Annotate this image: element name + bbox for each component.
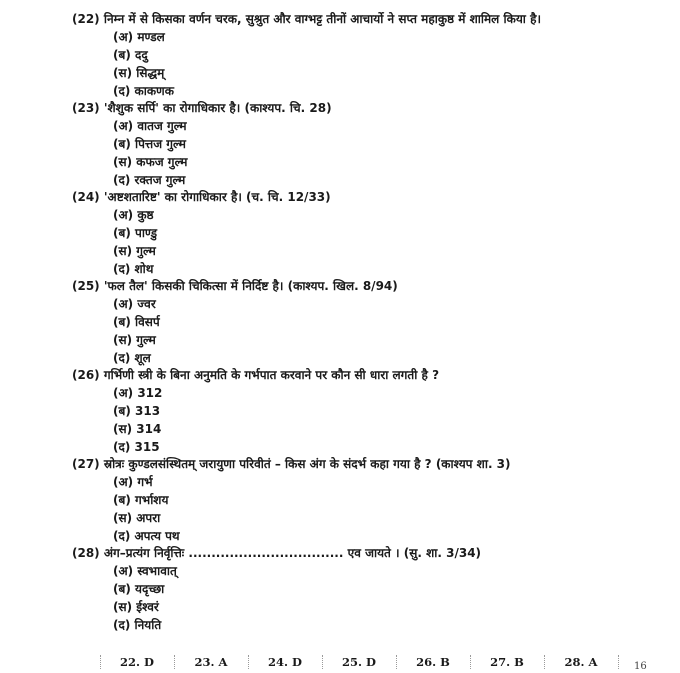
question-23-option-2: (ब) पित्तज गुल्म [113,137,186,151]
question-27: (27) स्रोत्रः कुण्डलसंस्थितम् जरायुणा परिवीतं – किस अंग के संदर्भ कहा गया है ? (काश्यप शा. 3) [72,457,511,471]
answer-key-divider [396,655,397,669]
question-22-option-2: (ब) ददु [113,48,148,62]
answer-key-divider [100,655,101,669]
question-28-option-2: (ब) यदृच्छा [113,582,165,596]
answer-key-item: 28. A [564,655,598,669]
answer-key-divider [618,655,619,669]
question-26-option-3: (स) 314 [113,422,162,436]
question-28-option-1: (अ) स्वभावात् [113,564,177,578]
question-27-option-3: (स) अपरा [113,511,161,525]
question-28-option-3: (स) ईश्वरं [113,600,159,614]
answer-key-item: 27. B [490,655,524,669]
question-25-option-2: (ब) विसर्प [113,315,160,329]
question-28: (28) अंग–प्रत्यंग निर्वृत्तिः .................................. एव जायते । (सु. शा. 3/34) [72,546,482,560]
question-23-option-1: (अ) वातज गुल्म [113,119,187,133]
answer-key-item: 24. D [268,655,302,669]
question-24: (24) 'अष्टशतारिष्ट' का रोगाधिकार है। (च. चि. 12/33) [72,190,331,204]
question-22-option-4: (द) काकणक [113,84,174,98]
answer-key-divider [322,655,323,669]
answer-key-item: 26. B [416,655,450,669]
question-28-option-4: (द) नियति [113,618,162,632]
question-27-option-2: (ब) गर्भाशय [113,493,169,507]
question-23-option-4: (द) रक्तज गुल्म [113,173,186,187]
question-24-option-2: (ब) पाण्डु [113,226,158,240]
question-26-option-1: (अ) 312 [113,386,163,400]
answer-key-divider [174,655,175,669]
question-22-option-3: (स) सिद्धम् [113,66,165,80]
answer-key-divider [248,655,249,669]
answer-key-item: 23. A [194,655,228,669]
question-23-option-3: (स) कफज गुल्म [113,155,188,169]
question-27-option-4: (द) अपत्य पथ [113,529,180,543]
question-24-option-4: (द) शोथ [113,262,154,276]
question-26: (26) गर्भिणी स्त्री के बिना अनुमति के गर्भपात करवाने पर कौन सी धारा लगती है ? [72,368,440,382]
question-24-option-3: (स) गुल्म [113,244,156,258]
question-25: (25) 'फल तैल' किसकी चिकित्सा में निर्दिष्ट है। (काश्यप. खिल. 8/94) [72,279,398,293]
question-24-option-1: (अ) कुष्ठ [113,208,154,222]
answer-key-divider [544,655,545,669]
answer-key [100,653,620,671]
answer-key-divider [470,655,471,669]
question-27-option-1: (अ) गर्भ [113,475,153,489]
answer-key-item: 25. D [342,655,376,669]
page-number: 16 [634,661,647,672]
question-22: (22) निम्न में से किसका वर्णन चरक, सुश्रुत और वाग्भट्ट तीनों आचार्यो ने सप्त महाकुष्ठ में शामिल किया है। [72,12,541,26]
question-25-option-1: (अ) ज्वर [113,297,156,311]
answer-key-item: 22. D [120,655,154,669]
question-25-option-3: (स) गुल्म [113,333,156,347]
question-23: (23) 'शैशुक सर्पि' का रोगाधिकार है। (काश्यप. चि. 28) [72,101,332,115]
question-25-option-4: (द) शूल [113,351,151,365]
question-22-option-1: (अ) मण्डल [113,30,165,44]
question-26-option-2: (ब) 313 [113,404,161,418]
question-26-option-4: (द) 315 [113,440,160,454]
